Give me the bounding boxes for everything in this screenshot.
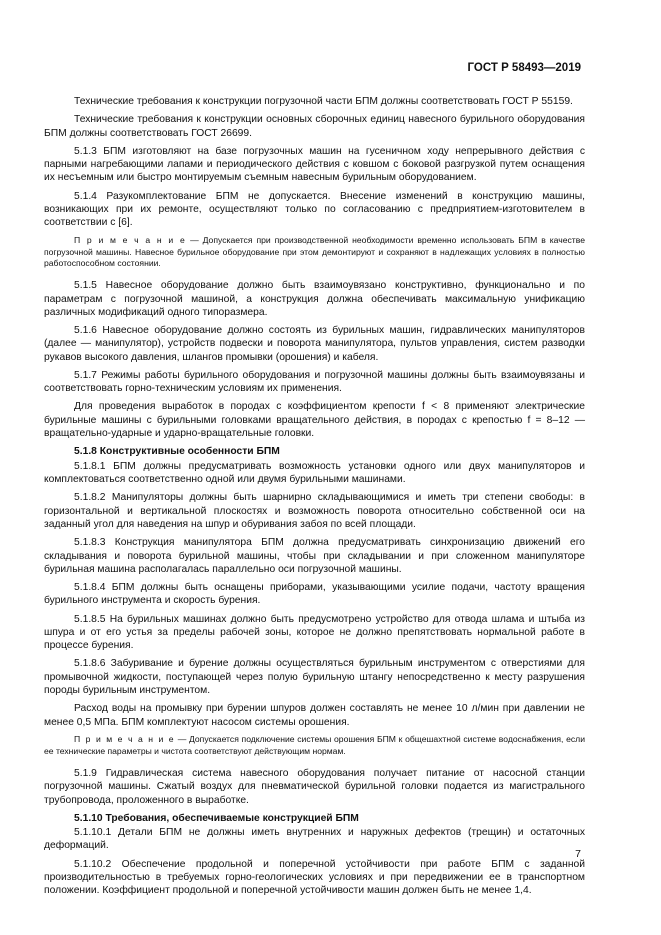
body-paragraph: 5.1.8.4 БПМ должны быть оснащены приборами, указывающими усилие подачи, частоту вращения бурильного инструмента и скорость бурения. — [44, 582, 585, 607]
body-paragraph: 5.1.4 Разукомплектование БПМ не допускается. Внесение изменений в конструкцию машины, возникающих при их ремонте, осуществляют только по согласованию с предприятием-изготовителем в соответствии с [6]. — [44, 190, 585, 229]
body-paragraph: 5.1.8.3 Конструкция манипулятора БПМ должна предусматривать синхронизацию движений его складывания и поворота бурильной машины, чтобы при складывании и при сложенном манипуляторе бурильная машина располагалась параллельно оси погрузочной машины. — [44, 537, 585, 575]
note-label: П р и м е ч а н и е — [74, 234, 187, 245]
body-paragraph: 5.1.8.5 На бурильных машинах должно быть предусмотрено устройство для отвода шлама и штыба из шпура и от его устья за пределы рабочей зоны, которое не должно препятствовать нормальной работе в процессе бурения. — [44, 613, 585, 652]
note-text: — Допускается подключение системы орошения БПМ к общешахтной системе водоснабжения, если ее технические параметры и чистота соответствуют действующим нормам. — [44, 734, 586, 756]
body-paragraph: 5.1.6 Навесное оборудование должно состоять из бурильных машин, гидравлических манипуляторов (далее — манипулятор), устройств подвески и поворота манипулятора, пультов управления, систем разводки рукавов высокого давления, шлангов промывки (орошения) и кабеля. — [44, 325, 585, 363]
body-paragraph: 5.1.8.1 БПМ должны предусматривать возможность установки одного или двух манипуляторов и комплектоваться соответственно одной или двумя бурильными машинами. — [44, 460, 585, 486]
page-number: 7 — [575, 848, 581, 860]
section-heading: 5.1.10 Требования, обеспечиваемые конструкцией БПМ — [74, 812, 359, 824]
body-paragraph: 5.1.10.1 Детали БПМ не должны иметь внутренних и наружных дефектов (трещин) и остаточных деформаций. — [44, 827, 585, 852]
body-paragraph: 5.1.3 БПМ изготовляют на базе погрузочных машин на гусеничном ходу непрерывного действия с парными нагребающими лапами и периодического действия с ковшом с боковой разгрузкой путем оснащения их несъемным или быстро монтируемым съемным навесным бурильным оборудованием. — [44, 145, 585, 184]
body-paragraph: Расход воды на промывку при бурении шпуров должен составлять не менее 10 л/мин при давлении не менее 0,5 МПа. БПМ комплектуют насосом системы орошения. — [44, 703, 585, 728]
note-text: — Допускается при производственной необходимости временно использовать БПМ в качестве погрузочной машины. Навесное бурильное оборудование при этом демонтируют и сохраняют в надлежащих условиях в полностью работоспособном состоянии. — [44, 234, 585, 269]
note-label: П р и м е ч а н и е — [74, 734, 175, 745]
document-body — [44, 95, 585, 902]
note-paragraph — [44, 235, 585, 270]
body-paragraph: 5.1.9 Гидравлическая система навесного оборудования получает питание от насосной станции погрузочной машины. Сжатый воздух для пневматической бурильной головки подается из магистрального трубопровода, проложенного в выработке. — [44, 767, 585, 806]
note-paragraph — [44, 734, 585, 758]
body-paragraph: 5.1.5 Навесное оборудование должно быть взаимоувязано конструктивно, функционально и по параметрам с погрузочной машиной, а конструкция должна обеспечивать максимальную унификацию различных модификаций одного типоразмера. — [44, 280, 585, 318]
document-header: ГОСТ Р 58493—2019 — [467, 62, 581, 74]
body-paragraph: 5.1.10.2 Обеспечение продольной и поперечной устойчивости при работе БПМ с заданной производительностью в требуемых горно-геологических условиях и при передвижении ее в транспортном положении. Коэффициент продольной и поперечной устойчивости машин должен быть не менее 1,4. — [44, 858, 585, 897]
body-paragraph: 5.1.7 Режимы работы бурильного оборудования и погрузочной машины должны быть взаимоувязаны и соответствовать горно-техническим условиям их применения. — [44, 369, 585, 395]
body-paragraph: Для проведения выработок в породах с коэффициентом крепости f < 8 применяют электрические бурильные машины с бурильными головками вращательного действия, в породах с крепостью f = 8–12 — вращательно-ударные и ударно-вращательные головки. — [44, 401, 585, 440]
body-paragraph: Технические требования к конструкции основных сборочных единиц навесного бурильного оборудования БПМ должны соответствовать ГОСТ 26699. — [44, 114, 585, 139]
body-paragraph: 5.1.8.2 Манипуляторы должны быть шарнирно складывающимися и иметь три степени свободы: в горизонтальной и вертикальной плоскостях и возможность поворота относительно собственной оси на заданный угол для наведения на шпур и обуривания забоя по всей площади. — [44, 492, 585, 531]
body-paragraph: 5.1.8.6 Забуривание и бурение должны осуществляться бурильным инструментом с отверстиями для промывочной жидкости, поступающей через полую бурильную штангу непосредственно к месту разрушения породы бурильным инструментом. — [44, 658, 585, 697]
body-paragraph: Технические требования к конструкции погрузочной части БПМ должны соответствовать ГОСТ Р 55159. — [74, 96, 573, 107]
section-heading: 5.1.8 Конструктивные особенности БПМ — [74, 446, 280, 458]
